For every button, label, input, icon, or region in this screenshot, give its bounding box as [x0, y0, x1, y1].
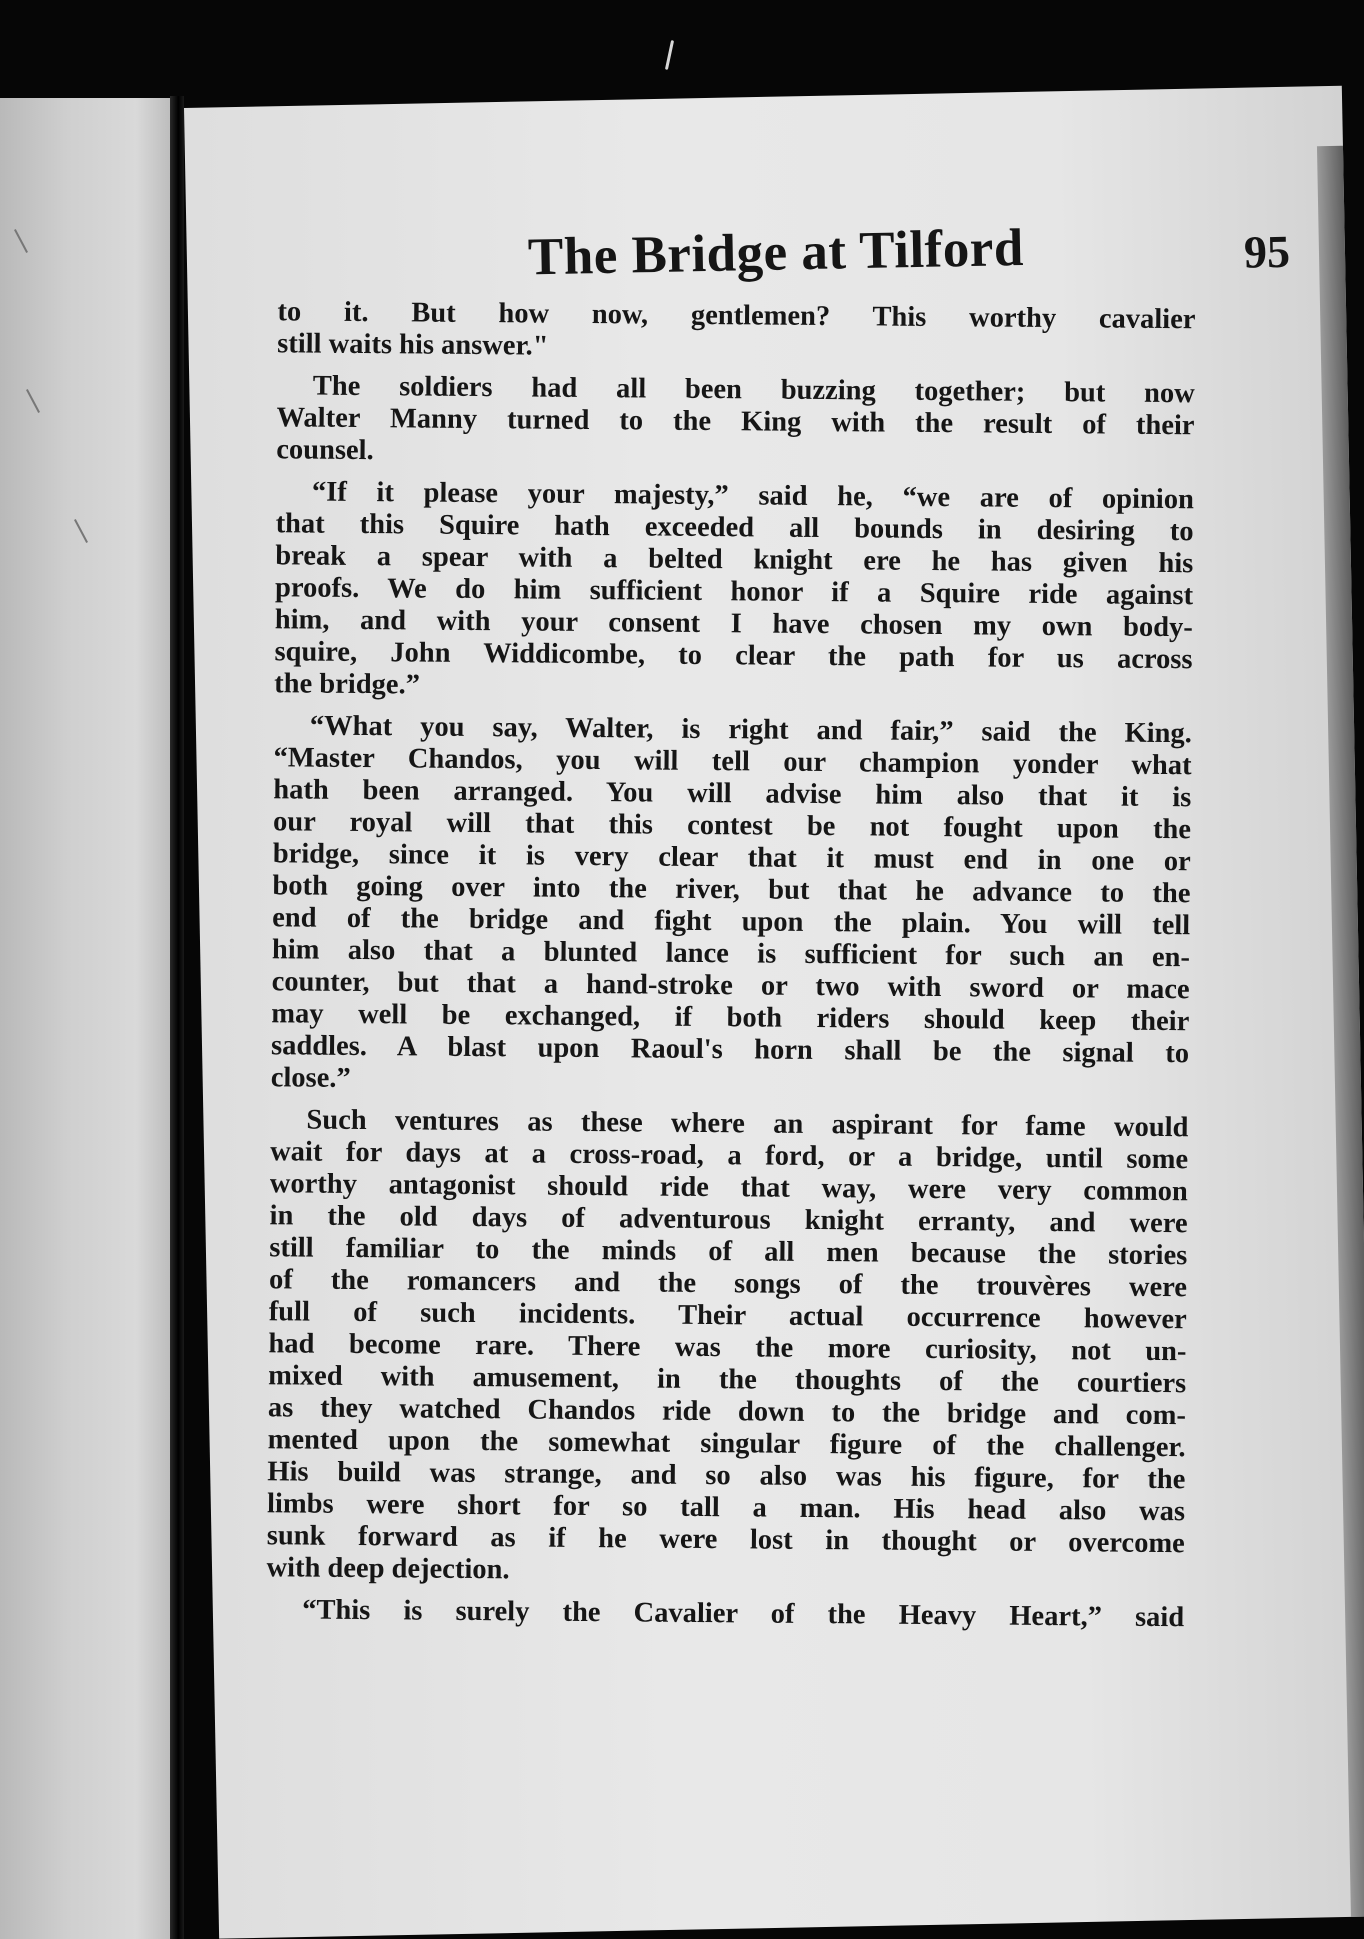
- text-line: close.”: [270, 1062, 351, 1094]
- text-line: break a spear with a belted knight ere he has given his: [275, 540, 1194, 580]
- text-line: “What you say, Walter, is right and fair,” said the King.: [309, 710, 1192, 750]
- text-line: end of the bridge and fight upon the plain. You will tell: [272, 902, 1191, 942]
- text-line: “Master Chandos, you will tell our champion yonder what: [273, 742, 1192, 782]
- text-line: both going over into the river, but that he advance to the: [272, 870, 1191, 910]
- text-line: of the romancers and the songs of the trouvères were: [268, 1264, 1188, 1304]
- scan-speck: [74, 519, 88, 543]
- scan-speck: [665, 40, 674, 70]
- text-line: him also that a blunted lance is sufficient for such an en-: [271, 934, 1191, 974]
- text-line: that this Squire hath exceeded all bounds in desiring to: [275, 508, 1194, 548]
- text-line: with deep dejection.: [266, 1552, 510, 1586]
- text-line: “If it please your majesty,” said he, “we are of opinion: [311, 476, 1195, 516]
- paragraph: [277, 296, 1196, 368]
- text-line: “This is surely the Cavalier of the Heavy Heart,” said: [302, 1594, 1185, 1634]
- text-line: in the old days of adventurous knight erranty, and were: [269, 1200, 1188, 1240]
- text-line: as they watched Chandos ride down to the bridge and com-: [267, 1392, 1187, 1432]
- scan-speck: [26, 389, 40, 413]
- text-line: him, and with your consent I have chosen my own body-: [274, 604, 1193, 644]
- text-line: full of such incidents. Their actual occurrence however: [268, 1296, 1187, 1336]
- book-gutter: [170, 96, 184, 1939]
- text-line: bridge, since it is very clear that it must end in one or: [272, 838, 1191, 878]
- paragraph: [271, 710, 1192, 1102]
- text-line: limbs were short for so tall a man. His head also was: [266, 1488, 1186, 1528]
- page-stack-edge: [1317, 146, 1364, 1917]
- text-line: counter, but that a hand-stroke or two with sword or mace: [271, 966, 1190, 1006]
- text-line: to it. But how now, gentlemen? This worthy cavalier: [277, 296, 1196, 336]
- text-line: still waits his answer.": [277, 328, 549, 362]
- paragraph: [266, 1104, 1188, 1592]
- text-line: proofs. We do him sufficient honor if a Squire ride against: [274, 572, 1194, 612]
- body-text: [266, 296, 1196, 1644]
- text-line: wait for days at a cross-road, a ford, or a bridge, until some: [270, 1136, 1189, 1176]
- text-line: His build was strange, and so also was his figure, for the: [267, 1456, 1186, 1496]
- paragraph: [274, 476, 1194, 708]
- paragraph: [266, 1594, 1184, 1634]
- text-line: saddles. A blast upon Raoul's horn shall be the signal to: [270, 1030, 1190, 1070]
- text-line: The soldiers had all been buzzing together; but now: [312, 370, 1195, 410]
- text-line: may well be exchanged, if both riders should keep their: [271, 998, 1190, 1038]
- text-line: our royal will that this contest be not fought upon the: [272, 806, 1192, 846]
- paragraph: [276, 370, 1195, 474]
- text-line: counsel.: [276, 434, 374, 467]
- text-line: sunk forward as if he were lost in thought or overcome: [266, 1520, 1185, 1560]
- text-line: Such ventures as these where an aspirant for fame would: [306, 1104, 1189, 1144]
- page-number: 95: [1243, 225, 1291, 278]
- facing-page-edge: [0, 98, 170, 1939]
- text-line: the bridge.”: [274, 668, 421, 701]
- text-line: mented upon the somewhat singular figure of the challenger.: [267, 1424, 1186, 1464]
- scan-speck: [14, 229, 28, 253]
- text-line: hath been arranged. You will advise him also that it is: [273, 774, 1192, 814]
- text-line: squire, John Widdicombe, to clear the path for us across: [274, 636, 1193, 676]
- text-line: worthy antagonist should ride that way, were very common: [269, 1168, 1188, 1208]
- text-line: mixed with amusement, in the thoughts of the courtiers: [268, 1360, 1187, 1400]
- text-line: had become rare. There was the more curiosity, not un-: [268, 1328, 1187, 1368]
- book-page: [184, 86, 1364, 1939]
- text-line: still familiar to the minds of all men because the stories: [269, 1232, 1188, 1272]
- running-title: The Bridge at Tilford: [527, 218, 1025, 287]
- text-line: Walter Manny turned to the King with the result of their: [276, 402, 1195, 442]
